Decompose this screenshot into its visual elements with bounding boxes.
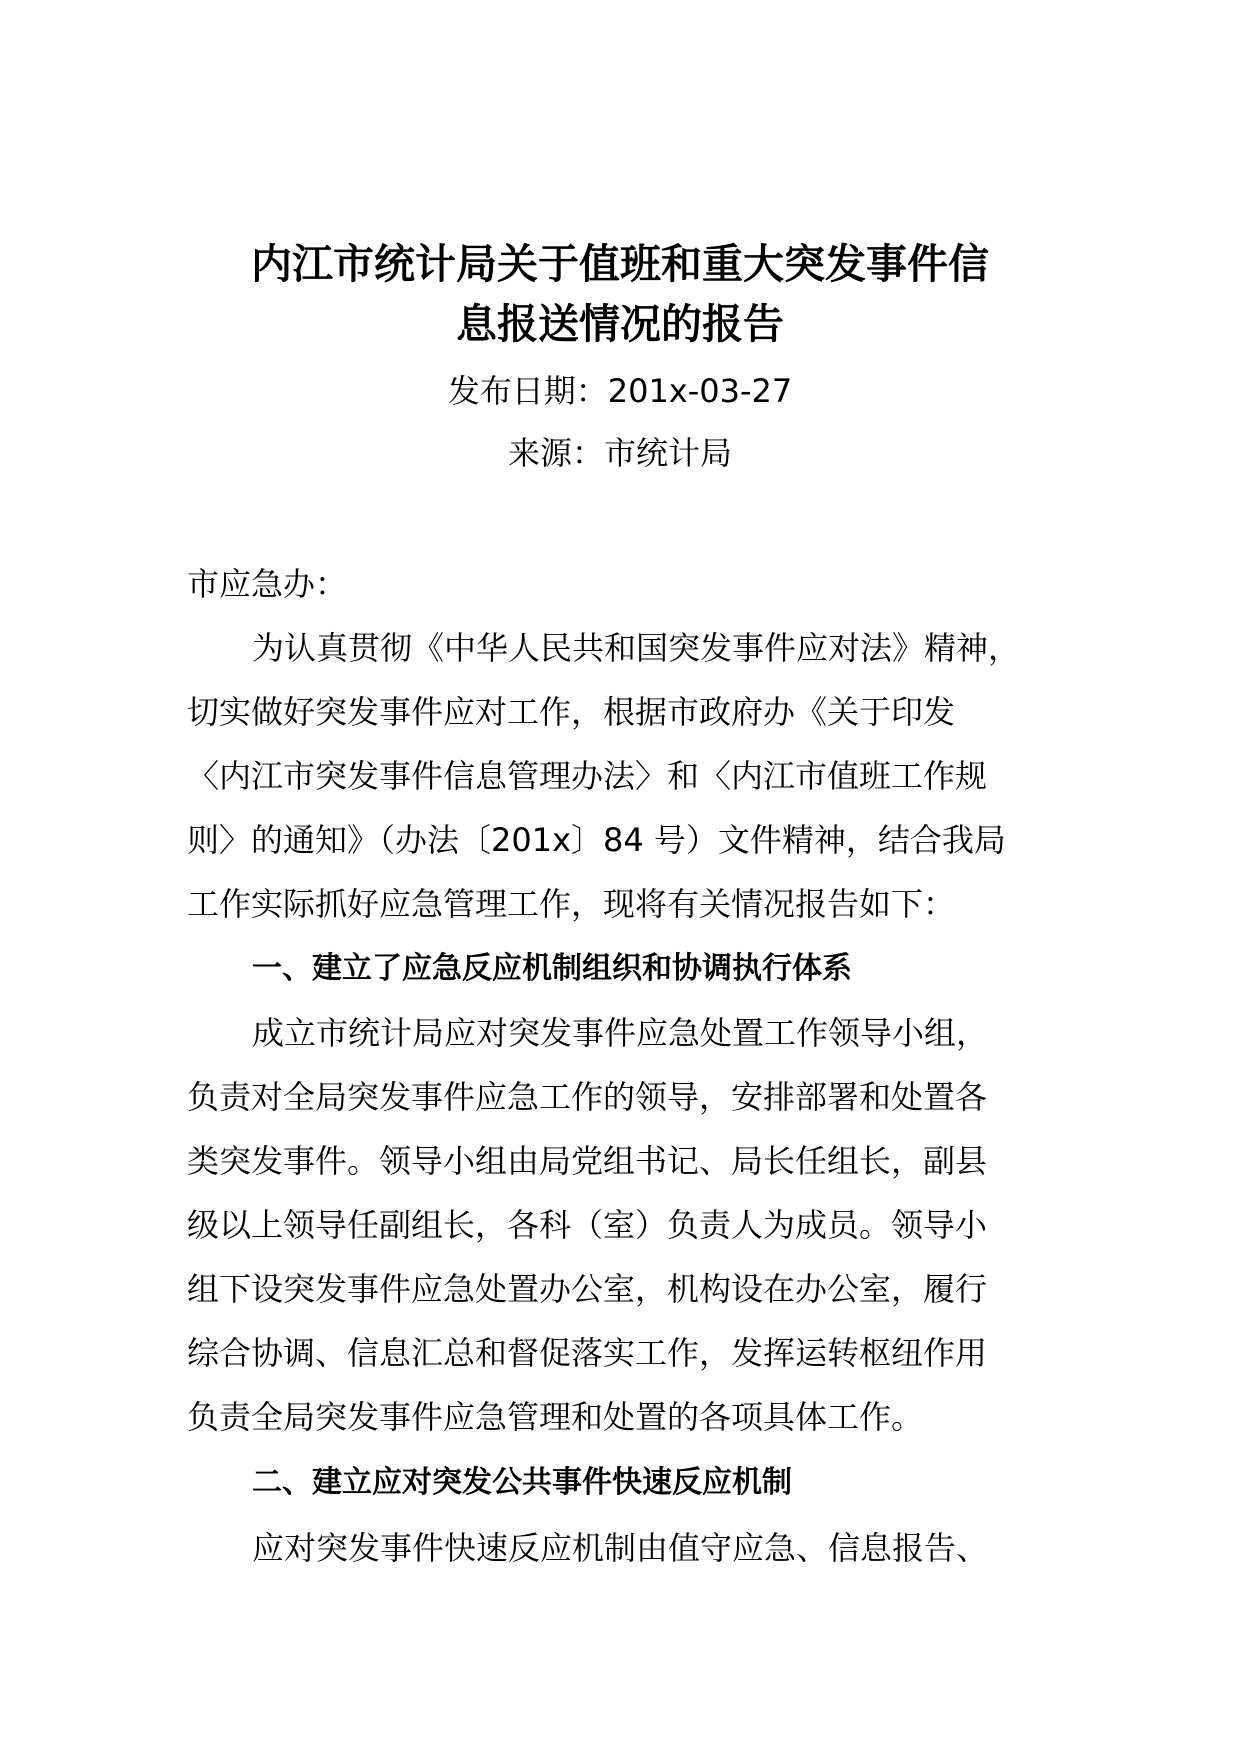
section-1-line-5: 组下设突发事件应急处置办公室，机构设在办公室，履行 bbox=[187, 1270, 988, 1308]
document-title-line-2: 息报送情况的报告 bbox=[456, 300, 784, 348]
section-2-heading: 二、建立应对突发公共事件快速反应机制 bbox=[252, 1465, 792, 1500]
section-1-line-1: 成立市统计局应对突发事件应急处置工作领导小组， bbox=[252, 1014, 989, 1052]
section-1-line-2: 负责对全局突发事件应急工作的领导，安排部署和处置各 bbox=[187, 1078, 988, 1116]
document-title-line-1: 内江市统计局关于值班和重大突发事件信 bbox=[251, 240, 989, 288]
section-1-line-6: 综合协调、信息汇总和督促落实工作，发挥运转枢纽作用 bbox=[187, 1334, 988, 1372]
section-1-line-7: 负责全局突发事件应急管理和处置的各项具体工作。 bbox=[187, 1398, 924, 1436]
section-1-line-4: 级以上领导任副组长，各科（室）负责人为成员。领导小 bbox=[187, 1206, 988, 1244]
salutation: 市应急办： bbox=[187, 565, 348, 603]
source-line: 来源：市统计局 bbox=[507, 434, 732, 472]
intro-line-3: 〈内江市突发事件信息管理办法〉和〈内江市值班工作规 bbox=[187, 757, 988, 795]
publish-date: 发布日期：201x-03-27 bbox=[447, 372, 793, 410]
intro-line-5: 工作实际抓好应急管理工作，现将有关情况报告如下： bbox=[187, 885, 956, 923]
section-2-line-1: 应对突发事件快速反应机制由值守应急、信息报告、 bbox=[252, 1529, 989, 1567]
section-1-heading: 一、建立了应急反应机制组织和协调执行体系 bbox=[252, 951, 852, 986]
intro-line-4: 则〉的通知》（办法〔201x〕84 号）文件精神，结合我局 bbox=[187, 821, 1006, 859]
intro-line-2: 切实做好突发事件应对工作，根据市政府办《关于印发 bbox=[187, 693, 956, 731]
intro-line-1: 为认真贯彻《中华人民共和国突发事件应对法》精神， bbox=[252, 629, 1021, 667]
section-1-line-3: 类突发事件。领导小组由局党组书记、局长任组长，副县 bbox=[187, 1142, 988, 1180]
